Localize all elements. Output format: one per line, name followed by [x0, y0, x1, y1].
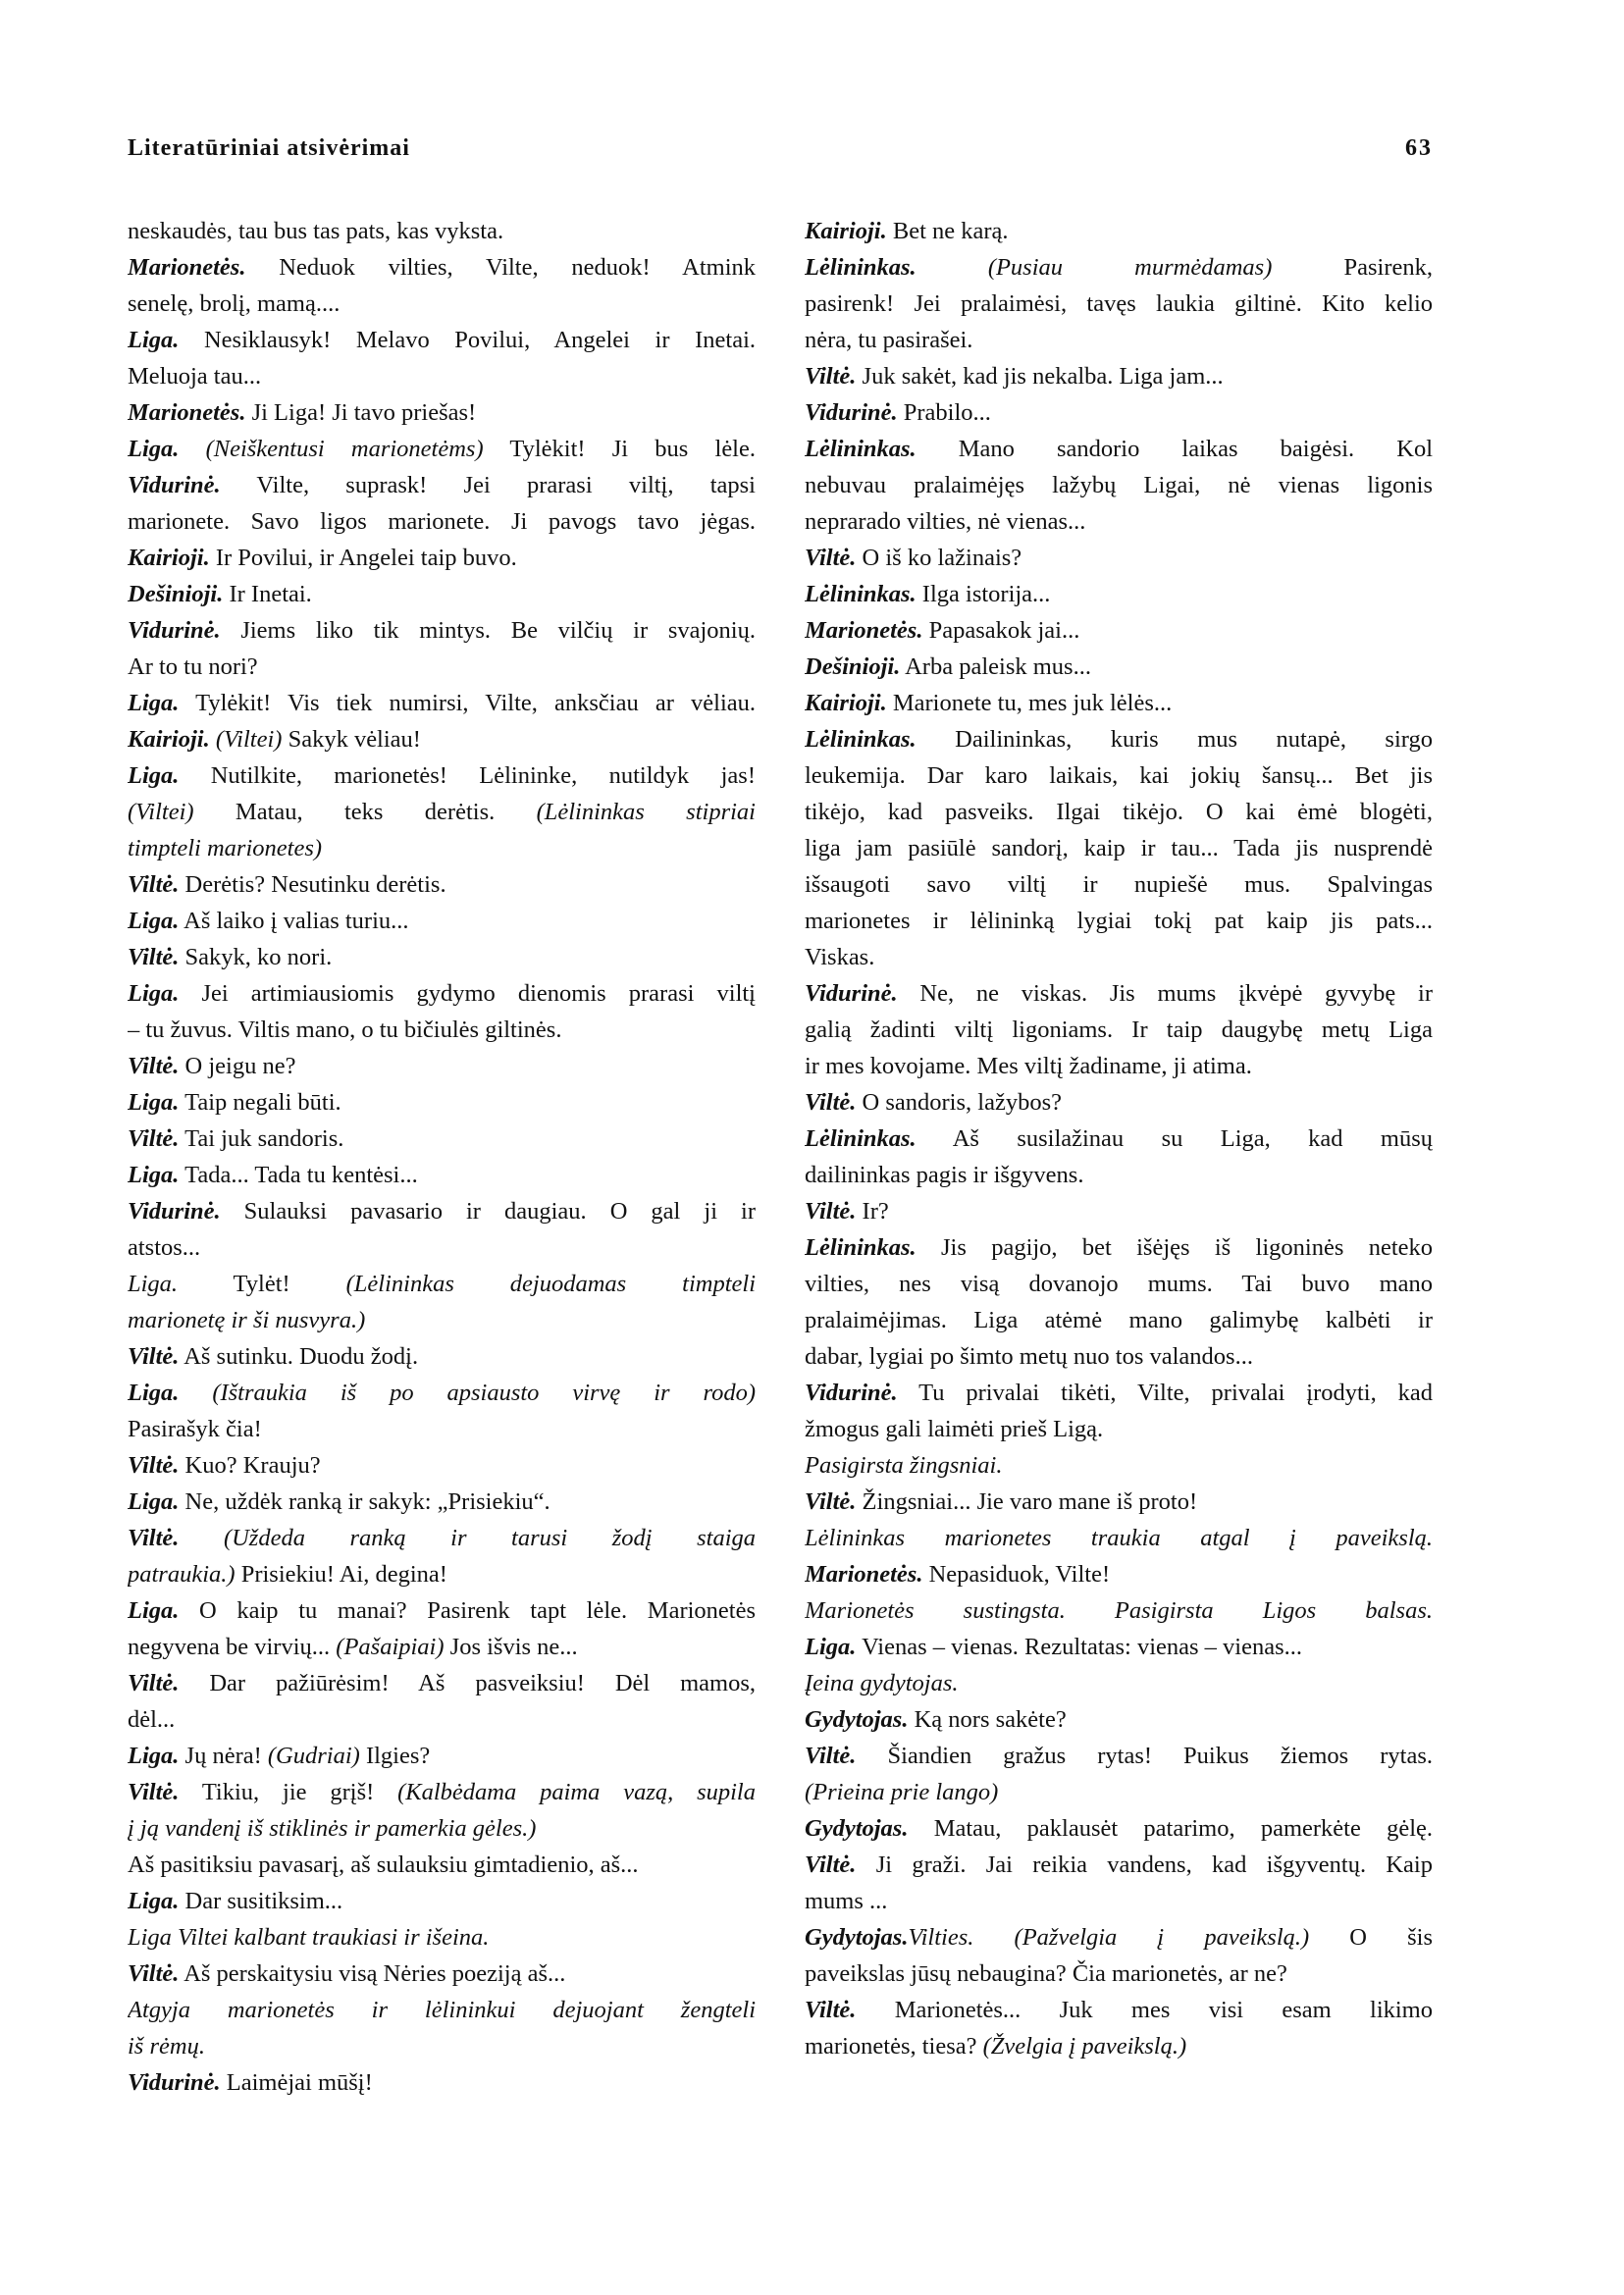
speaker-name: Viltė.: [128, 944, 180, 970]
dialogue-text: Pasirašyk čia!: [128, 1416, 262, 1442]
dialogue-text: Nesiklausyk! Melavo Povilui, Angelei ir Inetai.: [179, 327, 756, 353]
text-line: [128, 1302, 756, 1338]
text-line: [128, 612, 756, 649]
text-line: [805, 1484, 1433, 1520]
text-line: [805, 1520, 1433, 1556]
text-line: [805, 213, 1433, 249]
dialogue-text: Jei artimiausiomis gydymo dienomis prarasi viltį: [179, 980, 756, 1007]
dialogue-text: Jos išvis ne...: [444, 1634, 578, 1660]
speaker-name: Viltė.: [128, 1452, 180, 1479]
stage-direction: Lėlininkas marionetes traukia atgal į paveikslą.: [805, 1525, 1433, 1551]
text-line: [128, 794, 756, 830]
dialogue-text: Tu privalai tikėti, Vilte, privalai įrodyti, kad: [897, 1380, 1433, 1406]
text-line: [805, 939, 1433, 975]
stage-direction: į ją vandenį iš stiklinės ir pamerkia gėles.): [128, 1815, 537, 1842]
left-text-column: [128, 213, 756, 2101]
dialogue-text: O sandoris, lažybos?: [856, 1089, 1062, 1116]
dialogue-text: Jų nėra!: [179, 1743, 268, 1769]
text-line: [805, 540, 1433, 576]
speaker-name: Marionetės.: [805, 1561, 923, 1588]
speaker-name: Liga.: [128, 1488, 180, 1515]
dialogue-text: pasirenk! Jei pralaimėsi, tavęs laukia giltinė. Kito kelio: [805, 290, 1433, 317]
speaker-name: Kairioji.: [805, 690, 887, 716]
text-line: [805, 1375, 1433, 1411]
speaker-name: Viltė.: [128, 1779, 180, 1805]
text-line: [128, 1665, 756, 1701]
dialogue-text: marionete. Savo ligos marionete. Ji pavogs tavo jėgas.: [128, 508, 756, 535]
text-line: [128, 1629, 756, 1665]
speaker-name: Liga.: [128, 1888, 180, 1914]
running-header: [128, 135, 1433, 169]
text-line: [128, 1484, 756, 1520]
speaker-name: Kairioji.: [128, 545, 210, 571]
stage-direction: (Viltei): [215, 726, 283, 753]
text-line: [128, 1447, 756, 1484]
text-line: [128, 1883, 756, 1919]
dialogue-text: Neduok vilties, Vilte, neduok! Atmink: [245, 254, 756, 281]
text-line: [128, 1084, 756, 1121]
dialogue-text: Arba paleisk mus...: [900, 653, 1091, 680]
stage-direction: Atgyja marionetės ir lėlininkui dejuojant žengteli: [128, 1997, 756, 2023]
speaker-name: Vidurinė.: [128, 472, 221, 498]
stage-direction: (Lėlininkas stipriai: [536, 799, 756, 825]
speaker-name: Marionetės.: [128, 254, 246, 281]
dialogue-text: nėra, tu pasirašei.: [805, 327, 973, 353]
speaker-name: Liga.: [128, 1162, 180, 1188]
speaker-name: Viltė.: [805, 1997, 857, 2023]
dialogue-text: Kuo? Krauju?: [179, 1452, 321, 1479]
dialogue-text: ir mes kovojame. Mes viltį žadiname, ji atima.: [805, 1053, 1252, 1079]
dialogue-text: negyvena be virvių...: [128, 1634, 337, 1660]
speaker-name: Vidurinė.: [128, 1198, 221, 1225]
dialogue-text: Šiandien gražus rytas! Puikus žiemos rytas.: [856, 1743, 1433, 1769]
speaker-name: Liga.: [128, 327, 180, 353]
speaker-name: Liga.: [128, 1597, 180, 1624]
speaker-name: Vidurinė.: [805, 980, 898, 1007]
dialogue-text: Taip negali būti.: [179, 1089, 341, 1116]
dialogue-text: Tylėkit! Ji bus lėle.: [483, 436, 756, 462]
text-line: [805, 576, 1433, 612]
speaker-name: Kairioji.: [805, 218, 887, 244]
dialogue-text: dailininkas pagis ir išgyvens.: [805, 1162, 1084, 1188]
dialogue-text: dabar, lygiai po šimto metų nuo tos valandos...: [805, 1343, 1253, 1370]
text-line: [805, 794, 1433, 830]
dialogue-text: Papasakok jai...: [922, 617, 1080, 644]
text-line: [805, 1774, 1433, 1810]
stage-direction: (Neiškentusi marionetėms): [205, 436, 484, 462]
text-line: [805, 1847, 1433, 1883]
dialogue-text: – tu žuvus. Viltis mano, o tu bičiulės giltinės.: [128, 1017, 562, 1043]
stage-direction: patraukia.): [128, 1561, 236, 1588]
text-line: [128, 1774, 756, 1810]
text-line: [805, 1012, 1433, 1048]
speaker-name: Lėlininkas.: [805, 436, 917, 462]
speaker-name: Dešinioji.: [805, 653, 901, 680]
text-line: [128, 1012, 756, 1048]
speaker-name: Lėlininkas.: [805, 1234, 917, 1261]
dialogue-text: Juk sakėt, kad jis nekalba. Liga jam...: [856, 363, 1224, 390]
speaker-name: Viltė.: [128, 871, 180, 898]
dialogue-text: Dailininkas, kuris mus nutapė, sirgo: [916, 726, 1433, 753]
stage-direction: (Lėlininkas dejuodamas timpteli: [345, 1271, 756, 1297]
speaker-name: Liga.: [128, 1380, 180, 1406]
text-line: [128, 1375, 756, 1411]
text-line: [805, 757, 1433, 794]
text-line: [128, 1048, 756, 1084]
stage-direction: (Uždeda ranką ir tarusi žodį staiga: [223, 1525, 756, 1551]
dialogue-text: Marionetės... Juk mes visi esam likimo: [856, 1997, 1433, 2023]
text-line: [805, 1883, 1433, 1919]
dialogue-text: [179, 436, 205, 462]
dialogue-text: pralaimėjimas. Liga atėmė mano galimybę kalbėti ir: [805, 1307, 1433, 1333]
text-line: [128, 1338, 756, 1375]
text-line: [805, 649, 1433, 685]
text-line: [128, 358, 756, 394]
dialogue-text: O jeigu ne?: [179, 1053, 296, 1079]
speaker-name: Vidurinė.: [805, 399, 898, 426]
text-line: [128, 1520, 756, 1556]
text-line: [805, 286, 1433, 322]
speaker-name: Vidurinė.: [128, 617, 221, 644]
speaker-name: Viltė.: [805, 1198, 857, 1225]
text-line: [128, 1701, 756, 1738]
text-line: [128, 1266, 756, 1302]
text-line: [805, 1447, 1433, 1484]
speaker-name: Lėlininkas.: [805, 254, 917, 281]
text-line: [805, 1048, 1433, 1084]
dialogue-text: Ji Liga! Ji tavo priešas!: [245, 399, 477, 426]
text-line: [128, 322, 756, 358]
text-line: [128, 939, 756, 975]
dialogue-text: liga jam pasiūlė sandorį, kaip ir tau... Tada jis nusprendė: [805, 835, 1433, 861]
dialogue-text: Nepasiduok, Vilte!: [922, 1561, 1111, 1588]
dialogue-text: Sakyk vėliau!: [282, 726, 421, 753]
text-line: [128, 757, 756, 794]
speaker-name: Viltė.: [805, 545, 857, 571]
dialogue-text: išsaugoti savo viltį ir nupiešė mus. Spalvingas: [805, 871, 1433, 898]
text-line: [128, 975, 756, 1012]
speaker-name: Gydytojas.: [805, 1815, 909, 1842]
text-line: [805, 1738, 1433, 1774]
dialogue-text: vilties, nes visą dovanojo mums. Tai buvo mano: [805, 1271, 1433, 1297]
text-line: [805, 830, 1433, 866]
text-line: [805, 1157, 1433, 1193]
text-line: [128, 1738, 756, 1774]
text-line: [805, 1302, 1433, 1338]
dialogue-text: neskaudės, tau bus tas pats, kas vyksta.: [128, 218, 504, 244]
text-line: [128, 1810, 756, 1847]
stage-direction: timpteli marionetes): [128, 835, 323, 861]
dialogue-text: Matau, paklausėt patarimo, pamerkėte gėlę.: [908, 1815, 1433, 1842]
dialogue-text: marionetes ir lėlininką lygiai tokį pat kaip jis pats...: [805, 908, 1433, 934]
dialogue-text: dėl...: [128, 1706, 176, 1733]
dialogue-text: O iš ko lažinais?: [856, 545, 1022, 571]
speaker-name: Gydytojas.: [805, 1924, 909, 1951]
speaker-name: Lėlininkas.: [805, 726, 917, 753]
text-line: [128, 394, 756, 431]
text-line: [805, 1121, 1433, 1157]
dialogue-text: Ir?: [856, 1198, 889, 1225]
text-line: [128, 1992, 756, 2028]
dialogue-text: mums ...: [805, 1888, 888, 1914]
stage-direction: (Žvelgia į paveikslą.): [982, 2033, 1187, 2060]
page-number: 63: [1405, 135, 1433, 161]
speaker-name: Viltė.: [128, 1670, 180, 1696]
stage-direction: iš rėmų.: [128, 2033, 205, 2060]
speaker-name: Viltė.: [805, 1089, 857, 1116]
dialogue-text: paveikslas jūsų nebaugina? Čia marionetės, ar ne?: [805, 1960, 1287, 1987]
text-line: [128, 649, 756, 685]
dialogue-text: Viskas.: [805, 944, 875, 970]
text-line: [128, 431, 756, 467]
text-line: [805, 1266, 1433, 1302]
text-line: [128, 286, 756, 322]
dialogue-text: Ne, uždėk ranką ir sakyk: „Prisiekiu“.: [179, 1488, 550, 1515]
dialogue-text: Vilte, suprask! Jei prarasi viltį, tapsi: [220, 472, 756, 498]
dialogue-text: Bet ne karą.: [886, 218, 1009, 244]
stage-direction: Liga Viltei kalbant traukiasi ir išeina.: [128, 1924, 490, 1951]
text-line: [805, 721, 1433, 757]
dialogue-text: Mano sandorio laikas baigėsi. Kol: [916, 436, 1433, 462]
text-line: [128, 1556, 756, 1592]
text-line: [128, 576, 756, 612]
text-line: [128, 2064, 756, 2101]
speaker-name: Viltė.: [128, 1343, 180, 1370]
speaker-name: Vidurinė.: [128, 2069, 221, 2096]
speaker-name: Liga.: [128, 762, 180, 789]
dialogue-text: O kaip tu manai? Pasirenk tapt lėle. Marionetės: [179, 1597, 756, 1624]
text-line: [805, 1919, 1433, 1956]
stage-direction: Liga.: [128, 1271, 179, 1297]
dialogue-text: Laimėjai mūšį!: [220, 2069, 373, 2096]
text-line: [805, 503, 1433, 540]
text-line: [128, 685, 756, 721]
text-line: [805, 1556, 1433, 1592]
text-line: [805, 394, 1433, 431]
speaker-name: Gydytojas.: [805, 1706, 909, 1733]
dialogue-text: senelę, brolį, mamą....: [128, 290, 341, 317]
speaker-name: Liga.: [128, 436, 180, 462]
dialogue-text: [179, 1525, 224, 1551]
dialogue-text: Dar susitiksim...: [179, 1888, 343, 1914]
text-line: [128, 830, 756, 866]
text-line: [128, 1411, 756, 1447]
text-line: [805, 431, 1433, 467]
dialogue-text: Pasirenk,: [1272, 254, 1433, 281]
speaker-name: Viltė.: [805, 1488, 857, 1515]
speaker-name: Viltė.: [128, 1525, 180, 1551]
stage-direction: (Viltei): [128, 799, 194, 825]
speaker-name: Viltė.: [128, 1053, 180, 1079]
stage-direction: Įeina gydytojas.: [805, 1670, 959, 1696]
speaker-name: Liga.: [128, 1743, 180, 1769]
text-line: [128, 1121, 756, 1157]
text-line: [128, 1193, 756, 1229]
dialogue-text: nebuvau pralaimėjęs lažybų Ligai, nė vienas ligonis: [805, 472, 1433, 498]
text-line: [805, 322, 1433, 358]
dialogue-text: Ne, ne viskas. Jis mums įkvėpė gyvybę ir: [897, 980, 1433, 1007]
stage-direction: (Pažvelgia į paveikslą.): [1014, 1924, 1310, 1951]
dialogue-text: Dar pažiūrėsim! Aš pasveiksiu! Dėl mamos,: [179, 1670, 756, 1696]
text-line: [805, 1956, 1433, 1992]
text-line: [805, 249, 1433, 286]
text-line: [805, 358, 1433, 394]
text-line: [128, 1229, 756, 1266]
dialogue-text: Aš laiko į valias turiu...: [179, 908, 409, 934]
text-line: [805, 1592, 1433, 1629]
dialogue-text: tikėjo, kad pasveiks. Ilgai tikėjo. O kai ėmė blogėti,: [805, 799, 1433, 825]
text-line: [128, 249, 756, 286]
text-line: [805, 1701, 1433, 1738]
text-line: [805, 467, 1433, 503]
text-line: [805, 975, 1433, 1012]
text-line: [128, 1956, 756, 1992]
dialogue-text: Jis pagijo, bet išėjęs iš ligoninės neteko: [916, 1234, 1433, 1261]
stage-direction: Marionetės sustingsta. Pasigirsta Ligos balsas.: [805, 1597, 1433, 1624]
stage-direction: (Ištraukia iš po apsiausto virvę ir rodo): [212, 1380, 756, 1406]
dialogue-text: Prabilo...: [897, 399, 991, 426]
stage-direction: (Kalbėdama paima vazą, supila: [397, 1779, 756, 1805]
dialogue-text: [973, 1924, 1014, 1951]
text-line: [128, 866, 756, 903]
text-line: [128, 2028, 756, 2064]
dialogue-text: Ilgies?: [359, 1743, 431, 1769]
stage-direction: (Pusiau murmėdamas): [987, 254, 1273, 281]
dialogue-text: žmogus gali laimėti prieš Ligą.: [805, 1416, 1104, 1442]
dialogue-text: Ji graži. Jai reikia vandens, kad išgyventų. Kaip: [856, 1852, 1433, 1878]
stage-direction: Vilties.: [908, 1924, 974, 1951]
speaker-name: Liga.: [128, 1089, 180, 1116]
dialogue-text: Ar to tu nori?: [128, 653, 258, 680]
dialogue-text: Nutilkite, marionetės! Lėlininke, nutildyk jas!: [179, 762, 756, 789]
speaker-name: Dešinioji.: [128, 581, 224, 607]
speaker-name: Viltė.: [805, 1743, 857, 1769]
text-line: [805, 1411, 1433, 1447]
dialogue-text: [179, 1380, 212, 1406]
speaker-name: Liga.: [128, 980, 180, 1007]
dialogue-text: neprarado vilties, nė vienas...: [805, 508, 1086, 535]
text-line: [805, 903, 1433, 939]
text-line: [805, 1810, 1433, 1847]
dialogue-text: Prisiekiu! Ai, degina!: [235, 1561, 447, 1588]
text-line: [805, 612, 1433, 649]
dialogue-text: marionetės, tiesa?: [805, 2033, 983, 2060]
speaker-name: Lėlininkas.: [805, 1125, 917, 1152]
speaker-name: Liga.: [128, 908, 180, 934]
dialogue-text: Sulauksi pavasario ir daugiau. O gal ji ir: [220, 1198, 756, 1225]
speaker-name: Viltė.: [128, 1125, 180, 1152]
speaker-name: Liga.: [128, 690, 180, 716]
dialogue-text: galią žadinti viltį ligoniams. Ir taip daugybę metų Liga: [805, 1017, 1433, 1043]
dialogue-text: Ilga istorija...: [916, 581, 1051, 607]
speaker-name: Marionetės.: [128, 399, 246, 426]
dialogue-text: Jiems liko tik mintys. Be vilčių ir svajonių.: [220, 617, 756, 644]
text-line: [128, 503, 756, 540]
text-line: [805, 1629, 1433, 1665]
text-line: [805, 2028, 1433, 2064]
dialogue-text: atstos...: [128, 1234, 201, 1261]
dialogue-text: Tada... Tada tu kentėsi...: [179, 1162, 418, 1188]
dialogue-text: Vienas – vienas. Rezultatas: vienas – vienas...: [856, 1634, 1303, 1660]
dialogue-text: Tylėkit! Vis tiek numirsi, Vilte, anksčiau ar vėliau.: [179, 690, 756, 716]
stage-direction: marionetę ir ši nusvyra.): [128, 1307, 366, 1333]
speaker-name: Kairioji.: [128, 726, 210, 753]
text-line: [128, 721, 756, 757]
text-line: [805, 1992, 1433, 2028]
text-line: [128, 1592, 756, 1629]
text-line: [805, 1084, 1433, 1121]
dialogue-text: Ir Inetai.: [223, 581, 312, 607]
stage-direction: (Gudriai): [267, 1743, 360, 1769]
dialogue-text: Žingsniai... Jie varo mane iš proto!: [856, 1488, 1198, 1515]
dialogue-text: Aš pasitiksiu pavasarį, aš sulauksiu gimtadienio, aš...: [128, 1852, 639, 1878]
dialogue-text: Aš sutinku. Duodu žodį.: [179, 1343, 419, 1370]
dialogue-text: Aš susilažinau su Liga, kad mūsų: [916, 1125, 1433, 1152]
text-line: [805, 866, 1433, 903]
stage-direction: (Pašaipiai): [336, 1634, 445, 1660]
stage-direction: Pasigirsta žingsniai.: [805, 1452, 1003, 1479]
dialogue-text: Tylėt!: [178, 1271, 346, 1297]
dialogue-text: [917, 254, 988, 281]
speaker-name: Lėlininkas.: [805, 581, 917, 607]
dialogue-text: Ką nors sakėte?: [908, 1706, 1067, 1733]
text-line: [805, 1229, 1433, 1266]
speaker-name: Viltė.: [805, 1852, 857, 1878]
stage-direction: (Prieina prie lango): [805, 1779, 999, 1805]
speaker-name: Viltė.: [805, 363, 857, 390]
text-line: [128, 1847, 756, 1883]
dialogue-text: Sakyk, ko nori.: [179, 944, 333, 970]
dialogue-text: O šis: [1309, 1924, 1433, 1951]
text-line: [805, 685, 1433, 721]
dialogue-text: leukemija. Dar karo laikais, kai jokių šansų... Bet jis: [805, 762, 1433, 789]
dialogue-text: Meluoja tau...: [128, 363, 262, 390]
dialogue-text: Matau, teks derėtis.: [193, 799, 537, 825]
text-line: [805, 1665, 1433, 1701]
text-line: [805, 1193, 1433, 1229]
text-line: [805, 1338, 1433, 1375]
speaker-name: Vidurinė.: [805, 1380, 898, 1406]
speaker-name: Liga.: [805, 1634, 857, 1660]
dialogue-text: Aš perskaitysiu visą Nėries poeziją aš...: [179, 1960, 566, 1987]
dialogue-text: Tikiu, jie grįš!: [179, 1779, 398, 1805]
dialogue-text: Tai juk sandoris.: [179, 1125, 344, 1152]
dialogue-text: Ir Povilui, ir Angelei taip buvo.: [209, 545, 517, 571]
text-line: [128, 540, 756, 576]
text-line: [128, 213, 756, 249]
running-title: Literatūriniai atsivėrimai: [128, 135, 410, 161]
text-line: [128, 467, 756, 503]
text-line: [128, 903, 756, 939]
speaker-name: Marionetės.: [805, 617, 923, 644]
text-line: [128, 1919, 756, 1956]
right-text-column: [805, 213, 1433, 2064]
dialogue-text: Marionete tu, mes juk lėlės...: [886, 690, 1173, 716]
dialogue-text: Derėtis? Nesutinku derėtis.: [179, 871, 446, 898]
text-line: [128, 1157, 756, 1193]
speaker-name: Viltė.: [128, 1960, 180, 1987]
